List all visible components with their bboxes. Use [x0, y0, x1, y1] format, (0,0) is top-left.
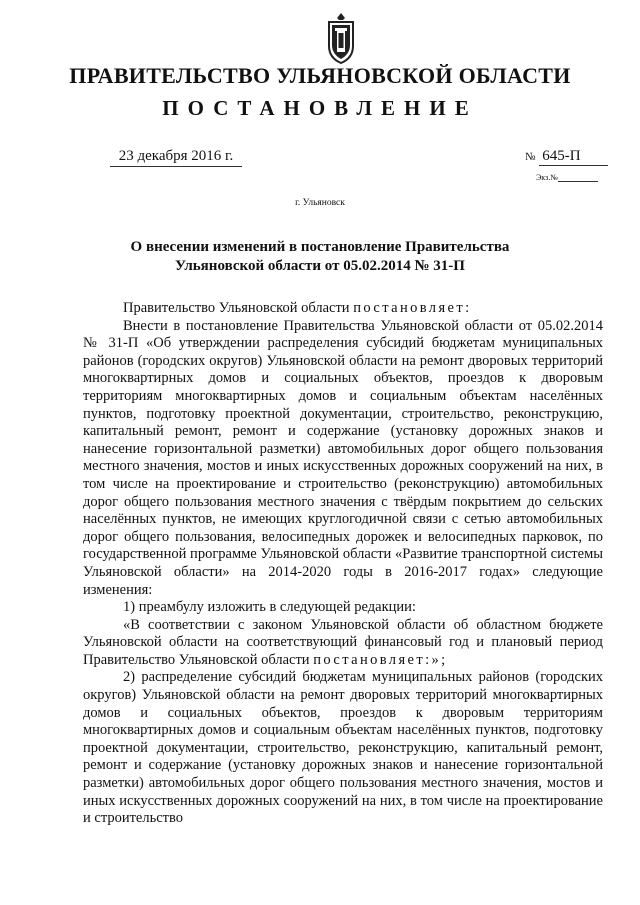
copy-label: Экз.№	[536, 173, 558, 182]
document-title	[60, 238, 580, 276]
paragraph-resolves	[83, 300, 603, 318]
copy-number	[536, 173, 598, 182]
preamble-resolves-word: постановляет:»;	[313, 651, 448, 668]
paragraph-item-2: 2) распределение субсидий бюджетам муниципальных районов (городских округов) Ульяновской области на ремонт дворовых территорий многоквартирных домов и социальных объектов, проездов к дворовым территориям многоквартирных домов и социальным объектам населённых пунктов, подготовку проектной документации, строительство, реконструкцию, капитальный ремонт, ремонт и содержание (установку дорожных знаков и нанесение горизонтальной разметки) автомобильных дорог общего пользования местного значения, мостов и иных искусственных дорожных сооружений на них, в том числе на проектирование и строительство	[83, 669, 603, 827]
document-type: ПОСТАНОВЛЕНИЕ	[162, 96, 478, 120]
number-sign: №	[525, 151, 536, 163]
copy-number-line	[558, 181, 598, 182]
city: г. Ульяновск	[295, 198, 345, 208]
document-body	[83, 300, 603, 828]
preamble-quote-text: «В соответствии с законом Ульяновской области об областном бюджете Ульяновской области на соответствующий финансовый год и плановый период Правительство Ульяновской области	[83, 616, 603, 668]
paragraph-item-1: 1) преамбулу изложить в следующей редакции:	[123, 599, 416, 616]
document-date: 23 декабря 2016 г.	[110, 148, 242, 167]
number-value: 645-П	[539, 148, 608, 166]
document-number	[525, 148, 611, 166]
paragraph-preamble-quote	[83, 617, 603, 670]
title-line-2: Ульяновской области от 05.02.2014 № 31-П	[175, 258, 465, 274]
government-name: ПРАВИТЕЛЬСТВО УЛЬЯНОВСКОЙ ОБЛАСТИ	[69, 63, 571, 88]
title-line-1: О внесении изменений в постановление Правительства	[130, 239, 510, 255]
paragraph-introduce: Внести в постановление Правительства Ульяновской области от 05.02.2014 № 31-П «Об утверждении распределения субсидий бюджетам муниципальных районов (городских округов) Ульяновской области на ремонт дворовых территорий многоквартирных домов и социальных объектов, проездов к дворовым территориям многоквартирных домов и социальным объектам населённых пунктов, подготовку проектной документации, строительство, реконструкцию, капитальный ремонт, ремонт и содержание (установку дорожных знаков и нанесение горизонтальной разметки) автомобильных дорог общего пользования местного значения, мостов и иных искусственных дорожных сооружений на них, в том числе на проектирование и строительство (реконструкцию) автомобильных дорог общего пользования местного значения с твёрдым покрытием до сельских населённых пунктов, не имеющих круглогодичной связи с сетью автомобильных дорог общего пользования, велосипедных дорожек и велосипедных парковок, по государственной программе Ульяновской области «Развитие транспортной системы Ульяновской области» на 2014-2020 годы в 2016-2017 годах» следующие изменения:	[83, 317, 603, 598]
paragraph-resolves-text: Правительство Ульяновской области	[123, 300, 354, 316]
resolves-word: постановляет:	[353, 300, 472, 316]
coat-of-arms-icon	[324, 12, 358, 64]
